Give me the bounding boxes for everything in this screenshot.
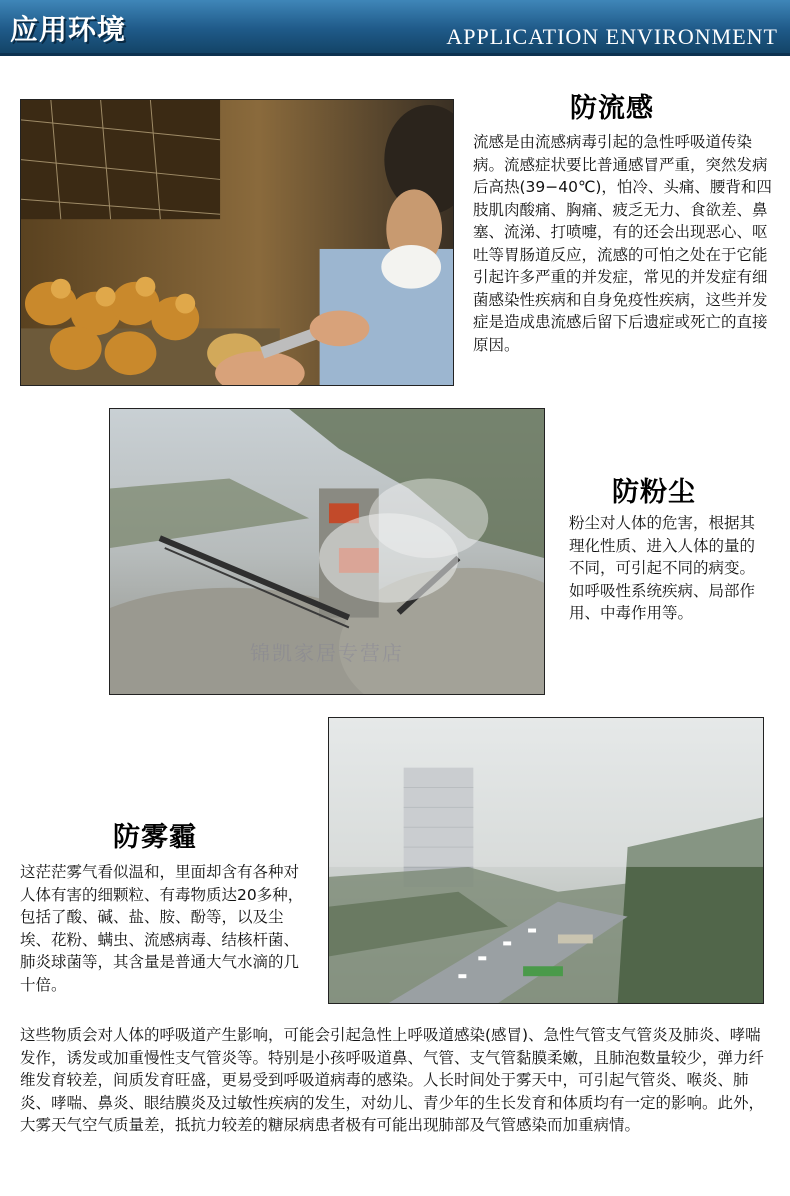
dust-heading: 防粉尘 (612, 477, 696, 508)
smog-text: 这茫茫雾气看似温和，里面却含有各种对人体有害的细颗粒、有毒物质达20多种，包括了酸、碱、盐、胺、酚等，以及尘埃、花粉、螨虫、流感病毒、结核杆菌、肺炎球菌等，其含量是普通大气水滴的几十倍。 (20, 863, 304, 994)
smog-photo (328, 717, 764, 1004)
header-banner (0, 0, 790, 56)
banner-title-cn: 应用环境 (10, 13, 127, 46)
flu-photo (20, 99, 454, 386)
shop-watermark: 锦凯家居专营店 (250, 641, 404, 665)
smog-heading: 防雾霾 (113, 822, 197, 853)
dust-text: 粉尘对人体的危害，根据其理化性质、进入人体的量的不同，可引起不同的病变。如呼吸性系统疾病、局部作用、中毒作用等。 (569, 514, 756, 622)
footer-text: 这些物质会对人体的呼吸道产生影响，可能会引起急性上呼吸道感染(感冒)、急性气管支气管炎及肺炎、哮喘发作，诱发或加重慢性支气管炎等。特别是小孩呼吸道鼻、气管、支气管黏膜柔嫩，且肺泡数量较少，弹力纤维发育较差，间质发育旺盛，更易受到呼吸道病毒的感染。人长时间处于雾天中，可引起气管炎、喉炎、肺炎、哮喘、鼻炎、眼结膜炎及过敏性疾病的发生，对幼儿、青少年的生长发育和体质均有一定的影响。此外，大雾天气空气质量差，抵抗力较差的糖尿病患者极有可能出现肺部及气管感染而加重病情。 (20, 1026, 765, 1134)
banner-title-en: APPLICATION ENVIRONMENT (446, 24, 778, 49)
flu-text: 流感是由流感病毒引起的急性呼吸道传染病。流感症状要比普通感冒严重，突然发病后高热(39−40℃)，怕冷、头痛、腰背和四肢肌肉酸痛、胸痛、疲乏无力、食欲差、鼻塞、流涕、打喷嚏，有的还会出现恶心、呕吐等胃肠道反应，流感的可怕之处在于它能引起许多严重的并发症，常见的并发症有细菌感染性疾病和自身免疫性疾病，这些并发症是造成患流感后留下后遗症或死亡的直接原因。 (473, 133, 772, 354)
flu-photo-illustration (21, 100, 453, 385)
flu-heading: 防流感 (570, 93, 654, 124)
smog-photo-illustration (329, 718, 763, 1003)
